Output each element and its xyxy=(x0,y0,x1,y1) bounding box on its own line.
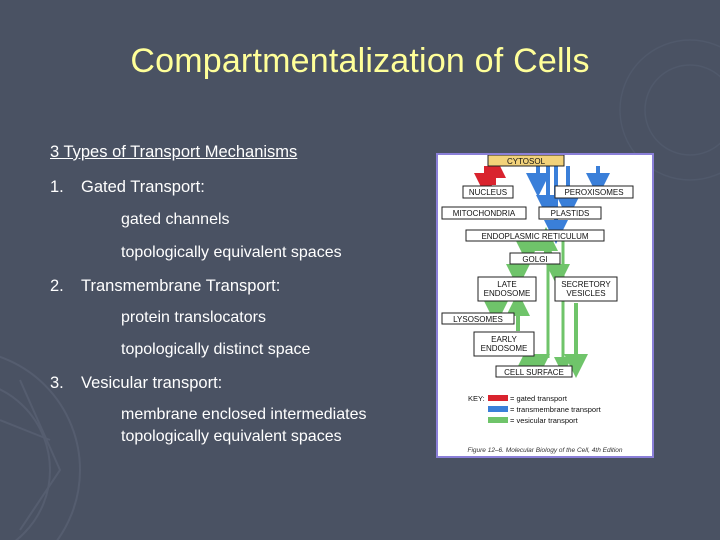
item-label: Gated Transport: xyxy=(81,178,205,196)
key-transmembrane: = transmembrane transport xyxy=(510,405,601,414)
sub-item: gated channels xyxy=(121,211,230,228)
key-label: KEY: xyxy=(468,394,485,403)
pathway-diagram xyxy=(438,155,652,456)
key-swatch-transmembrane xyxy=(488,406,508,412)
label-cytosol: CYTOSOL xyxy=(506,157,546,166)
transport-pathway-figure xyxy=(436,153,654,458)
figure-key xyxy=(468,394,602,425)
item-number: 1. xyxy=(50,178,64,196)
label-er: ENDOPLASMIC RETICULUM xyxy=(481,232,589,241)
list-item-gated xyxy=(50,178,205,197)
key-swatch-vesicular xyxy=(488,417,508,423)
sub-item: topologically equivalent spaces xyxy=(121,244,342,261)
key-swatch-gated xyxy=(488,395,508,401)
sub-item: topologically distinct space xyxy=(121,341,311,358)
label-cell-surface: CELL SURFACE xyxy=(504,368,564,377)
label-early-endosome: EARLY ENDOSOME xyxy=(480,335,528,353)
label-nucleus: NUCLEUS xyxy=(468,188,508,197)
label-secretory-vesicles: SECRETORY VESICLES xyxy=(561,280,611,298)
list-item-transmembrane xyxy=(50,277,280,296)
label-late-endosome: LATE ENDOSOME xyxy=(483,280,531,298)
sub-item: membrane enclosed intermediates xyxy=(121,406,367,423)
list-heading: 3 Types of Transport Mechanisms xyxy=(50,143,298,161)
item-number: 3. xyxy=(50,374,64,392)
item-label: Transmembrane Transport: xyxy=(81,277,281,295)
label-peroxisomes: PEROXISOMES xyxy=(564,188,624,197)
item-number: 2. xyxy=(50,277,64,295)
label-golgi: GOLGI xyxy=(522,255,548,264)
label-mitochondria: MITOCHONDRIA xyxy=(452,209,516,218)
list-item-vesicular xyxy=(50,374,222,393)
sub-item: protein translocators xyxy=(121,309,266,326)
item-label: Vesicular transport: xyxy=(81,374,223,392)
figure-caption: Figure 12–6. Molecular Biology of the Cell, 4th Edition xyxy=(467,447,623,454)
key-vesicular: = vesicular transport xyxy=(510,416,578,425)
key-gated: = gated transport xyxy=(510,394,567,403)
label-lysosomes: LYSOSOMES xyxy=(453,315,503,324)
slide-title: Compartmentalization of Cells xyxy=(130,42,590,80)
label-plastids: PLASTIDS xyxy=(550,209,590,218)
sub-item: topologically equivalent spaces xyxy=(121,428,342,445)
